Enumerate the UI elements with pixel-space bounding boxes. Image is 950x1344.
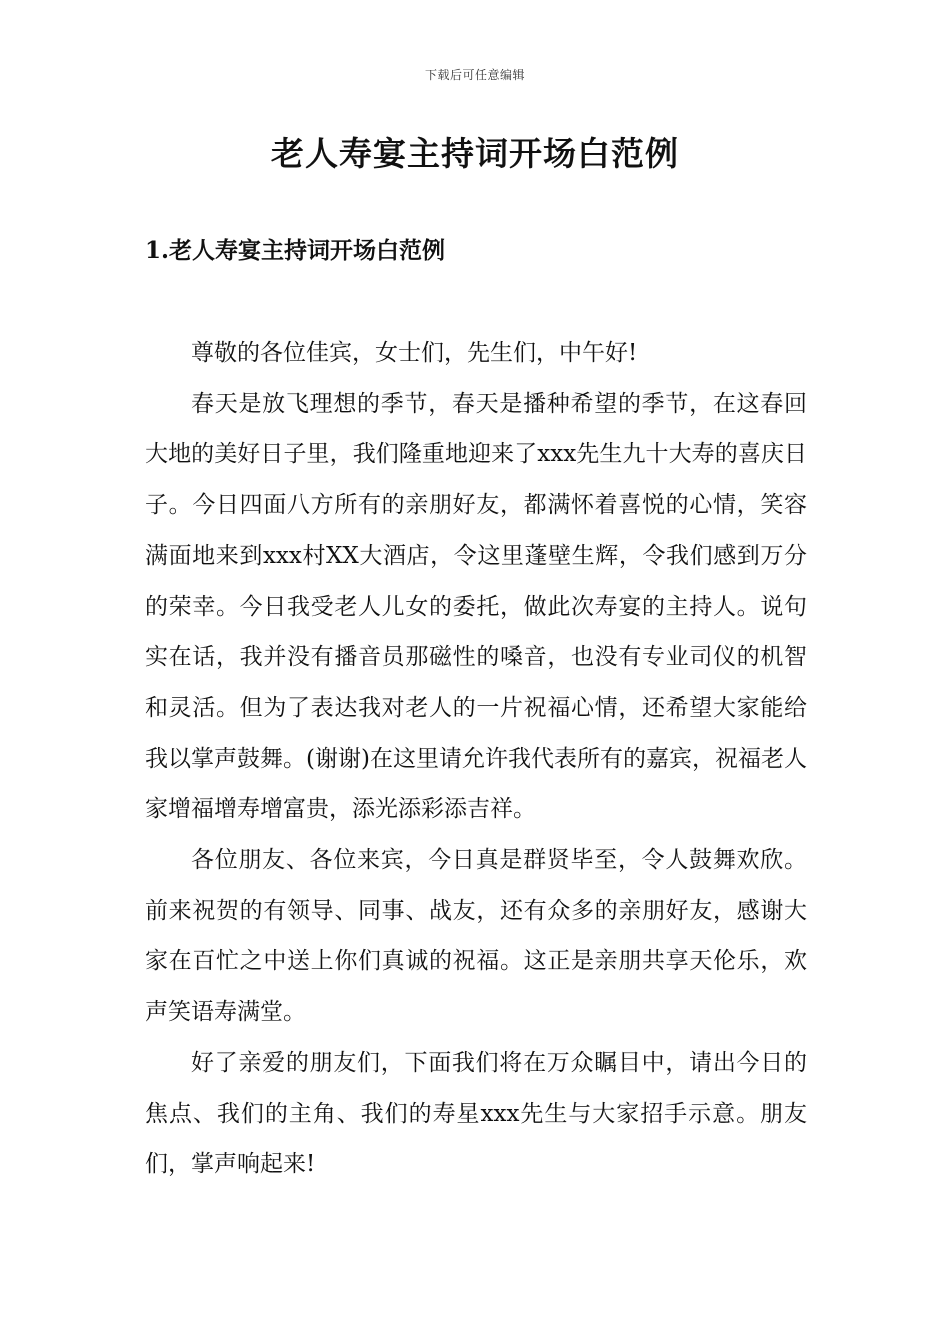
body-text [145,328,807,1190]
paragraph-greeting: 尊敬的各位佳宾，女士们，先生们，中午好! [191,340,638,366]
document-title: 老人寿宴主持词开场白范例 [271,134,679,173]
header-note: 下载后可任意编辑 [424,68,525,82]
paragraph-guests: 各位朋友、各位来宾，今日真是群贤毕至，令人鼓舞欢欣。前来祝贺的有领导、同事、战友，还有众多的亲朋好友，感谢大家在百忙之中送上你们真诚的祝福。这正是亲朋共享天伦乐，欢声笑语寿满堂。 [145,847,807,1026]
paragraph-closing: 好了亲爱的朋友们，下面我们将在万众瞩目中，请出今日的焦点、我们的主角、我们的寿星xxx先生与大家招手示意。朋友们，掌声响起来! [145,1049,807,1178]
paragraph-spring: 春天是放飞理想的季节，春天是播种希望的季节，在这春回大地的美好日子里，我们隆重地迎来了xxx先生九十大寿的喜庆日子。今日四面八方所有的亲朋好友，都满怀着喜悦的心情，笑容满面地来到xxx村XX大酒店，令这里蓬壁生辉，令我们感到万分的荣幸。今日我受老人儿女的委托，做此次寿宴的主持人。说句实在话，我并没有播音员那磁性的嗓音，也没有专业司仪的机智和灵活。但为了表达我对老人的一片祝福心情，还希望大家能给我以掌声鼓舞。(谢谢)在这里请允许我代表所有的嘉宾，祝福老人家增福增寿增富贵，添光添彩添吉祥。 [145,390,807,823]
section-heading: 1.老人寿宴主持词开场白范例 [145,237,446,264]
